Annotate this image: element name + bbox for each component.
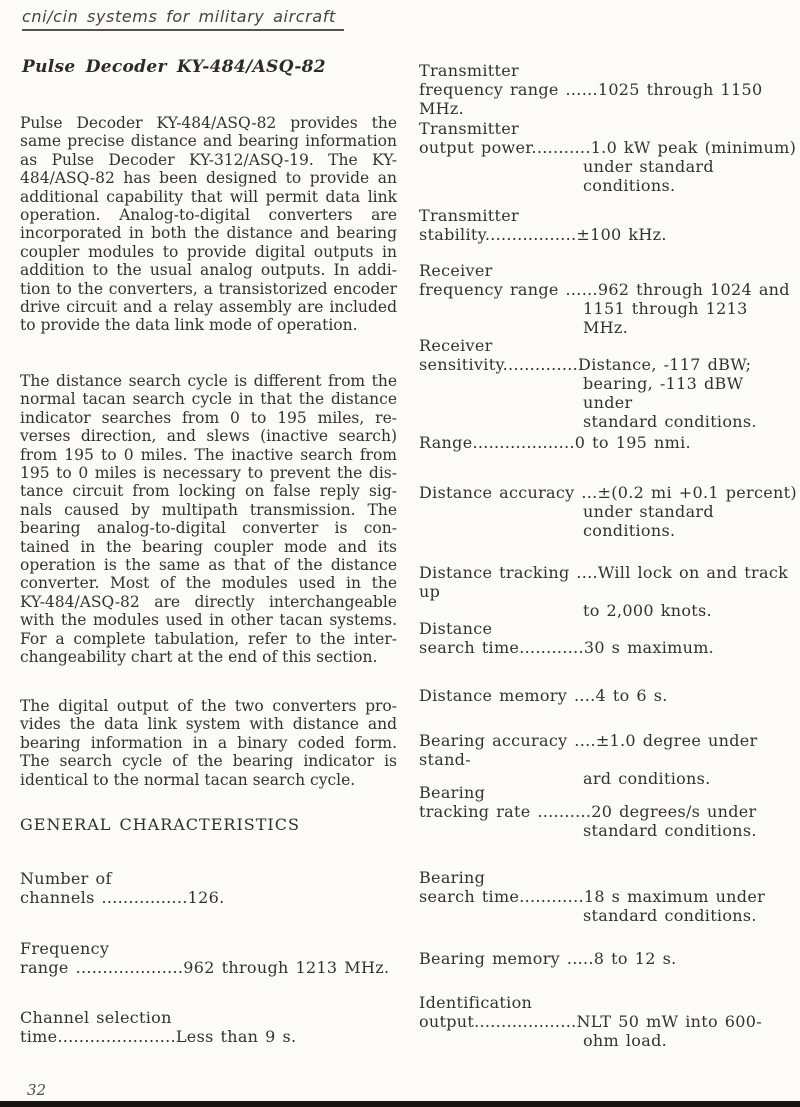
spec-line: tracking rate ..........20 degrees/s under [419, 802, 757, 821]
spec-line: Receiver [419, 261, 493, 280]
text-line: addition to the usual analog outputs. In addi- [20, 261, 397, 280]
spec-line: Distance memory ....4 to 6 s. [419, 686, 668, 705]
spec-transmitter-stability [419, 206, 797, 244]
text-line: tance circuit from locking on false reply sig- [20, 482, 397, 501]
text-line: drive circuit and a relay assembly are included [20, 298, 397, 317]
spec-range [419, 433, 797, 452]
spec-transmitter-frequency-range [419, 61, 797, 118]
spec-line: Frequency [20, 939, 110, 958]
text-line: 195 to 0 miles is necessary to prevent the dis- [20, 464, 397, 483]
spec-line: Identification [419, 993, 533, 1012]
spec-distance-tracking [419, 563, 797, 620]
text-line: KY-484/ASQ-82 are directly interchangeable [20, 592, 397, 611]
spec-bearing-tracking-rate [419, 783, 797, 840]
spec-line: ard conditions. [583, 769, 711, 788]
spec-line: Number of [20, 869, 112, 888]
spec-distance-accuracy [419, 483, 797, 540]
spec-line: Receiver [419, 336, 493, 355]
text-line: Pulse Decoder KY-484/ASQ-82 provides the [20, 114, 397, 132]
spec-line: under standard [583, 502, 714, 521]
spec-line: standard conditions. [583, 906, 757, 925]
spec-line: Distance [419, 619, 493, 638]
spec-line: channels ................126. [20, 888, 225, 907]
spec-distance-memory [419, 686, 797, 705]
spec-line: Transmitter [419, 206, 519, 225]
spec-line: sensitivity..............Distance, -117 dBW; [419, 355, 752, 374]
paragraph-3 [20, 697, 397, 789]
spec-line: Channel selection [20, 1008, 172, 1027]
text-line: coupler modules to provide digital outputs in [20, 242, 397, 261]
spec-receiver-frequency-range [419, 261, 797, 337]
spec-line: Transmitter [419, 119, 519, 138]
text-line: vides the data link system with distance and [20, 715, 397, 734]
spec-channel-selection-time [20, 1008, 397, 1046]
article-title: Pulse Decoder KY-484/ASQ-82 [22, 57, 326, 77]
text-line: additional capability that will permit data link [20, 187, 397, 206]
text-line: verses direction, and slews (inactive search) [20, 427, 397, 446]
spec-line: Bearing [419, 783, 486, 802]
spec-line: Bearing memory .....8 to 12 s. [419, 949, 677, 968]
text-line: as Pulse Decoder KY-312/ASQ-19. The KY- [20, 150, 397, 169]
text-line: bearing information in a binary coded form. [20, 733, 397, 752]
spec-identification-output [419, 993, 797, 1050]
text-line: The distance search cycle is different from the [20, 372, 397, 390]
spec-transmitter-output-power [419, 119, 797, 195]
text-line: changeability chart at the end of this section. [20, 648, 378, 667]
spec-line: under standard [583, 157, 714, 176]
spec-line: Transmitter [419, 61, 519, 80]
text-line: The digital output of the two converters pro- [20, 697, 397, 715]
text-line: bearing analog-to-digital converter is con- [20, 519, 397, 538]
text-line: same precise distance and bearing information [20, 132, 397, 151]
section-heading: GENERAL CHARACTERISTICS [20, 815, 300, 834]
text-line: indicator searches from 0 to 195 miles, re- [20, 408, 397, 427]
spec-bearing-memory [419, 949, 797, 968]
page-number: 32 [27, 1081, 47, 1099]
text-line: identical to the normal tacan search cycle. [20, 770, 356, 789]
paragraph-1 [20, 114, 397, 335]
spec-line: stability.................±100 kHz. [419, 225, 667, 244]
spec-number-of-channels [20, 869, 397, 907]
text-line: 484/ASQ-82 has been designed to provide an [20, 169, 397, 188]
spec-line: frequency range ......962 through 1024 and [419, 280, 790, 299]
text-line: from 195 to 0 miles. The inactive search from [20, 445, 397, 464]
spec-line: Distance tracking ....Will lock on and track up [419, 563, 789, 601]
spec-bearing-accuracy [419, 731, 797, 788]
spec-line: Bearing [419, 868, 486, 887]
text-line: tion to the converters, a transistorized encoder [20, 279, 397, 298]
paragraph-2 [20, 372, 397, 667]
spec-line: Bearing accuracy ....±1.0 degree under stand- [419, 731, 758, 769]
spec-line: conditions. [583, 176, 676, 195]
text-line: incorporated in both the distance and bearing [20, 224, 397, 243]
text-line: to provide the data link mode of operation. [20, 316, 358, 335]
spec-line: standard conditions. [583, 821, 757, 840]
spec-receiver-sensitivity [419, 336, 797, 431]
text-line: nals caused by multipath transmission. The [20, 500, 397, 519]
spec-line: conditions. [583, 521, 676, 540]
spec-line: time......................Less than 9 s. [20, 1027, 297, 1046]
text-line: converter. Most of the modules used in the [20, 574, 397, 593]
spec-line: to 2,000 knots. [583, 601, 712, 620]
text-line: normal tacan search cycle in that the distance [20, 390, 397, 409]
spec-line: Range...................0 to 195 nmi. [419, 433, 691, 452]
spec-line: bearing, -113 dBW under [583, 374, 744, 412]
text-line: operation. Analog-to-digital converters are [20, 206, 397, 225]
spec-line: range ....................962 through 1213 MHz. [20, 958, 390, 977]
spec-line: search time............30 s maximum. [419, 638, 715, 657]
spec-line: 1151 through 1213 MHz. [583, 299, 748, 337]
scan-edge-bar [0, 1101, 800, 1107]
text-line: operation is the same as that of the distance [20, 556, 397, 575]
spec-line: output power...........1.0 kW peak (minimum) [419, 138, 797, 157]
text-line: The search cycle of the bearing indicator is [20, 752, 397, 771]
spec-line: ohm load. [583, 1031, 668, 1050]
spec-line: search time............18 s maximum under [419, 887, 766, 906]
running-header: cni/cin systems for military aircraft [22, 7, 344, 31]
spec-line: Distance accuracy ...±(0.2 mi +0.1 percent) [419, 483, 797, 502]
text-line: For a complete tabulation, refer to the inter- [20, 629, 397, 648]
text-line: with the modules used in other tacan systems. [20, 611, 397, 630]
spec-line: standard conditions. [583, 412, 757, 431]
text-line: tained in the bearing coupler mode and its [20, 537, 397, 556]
spec-bearing-search-time [419, 868, 797, 925]
spec-line: output...................NLT 50 mW into 600- [419, 1012, 762, 1031]
spec-line: frequency range ......1025 through 1150 MHz. [419, 80, 763, 118]
spec-frequency-range [20, 939, 397, 977]
spec-distance-search-time [419, 619, 797, 657]
